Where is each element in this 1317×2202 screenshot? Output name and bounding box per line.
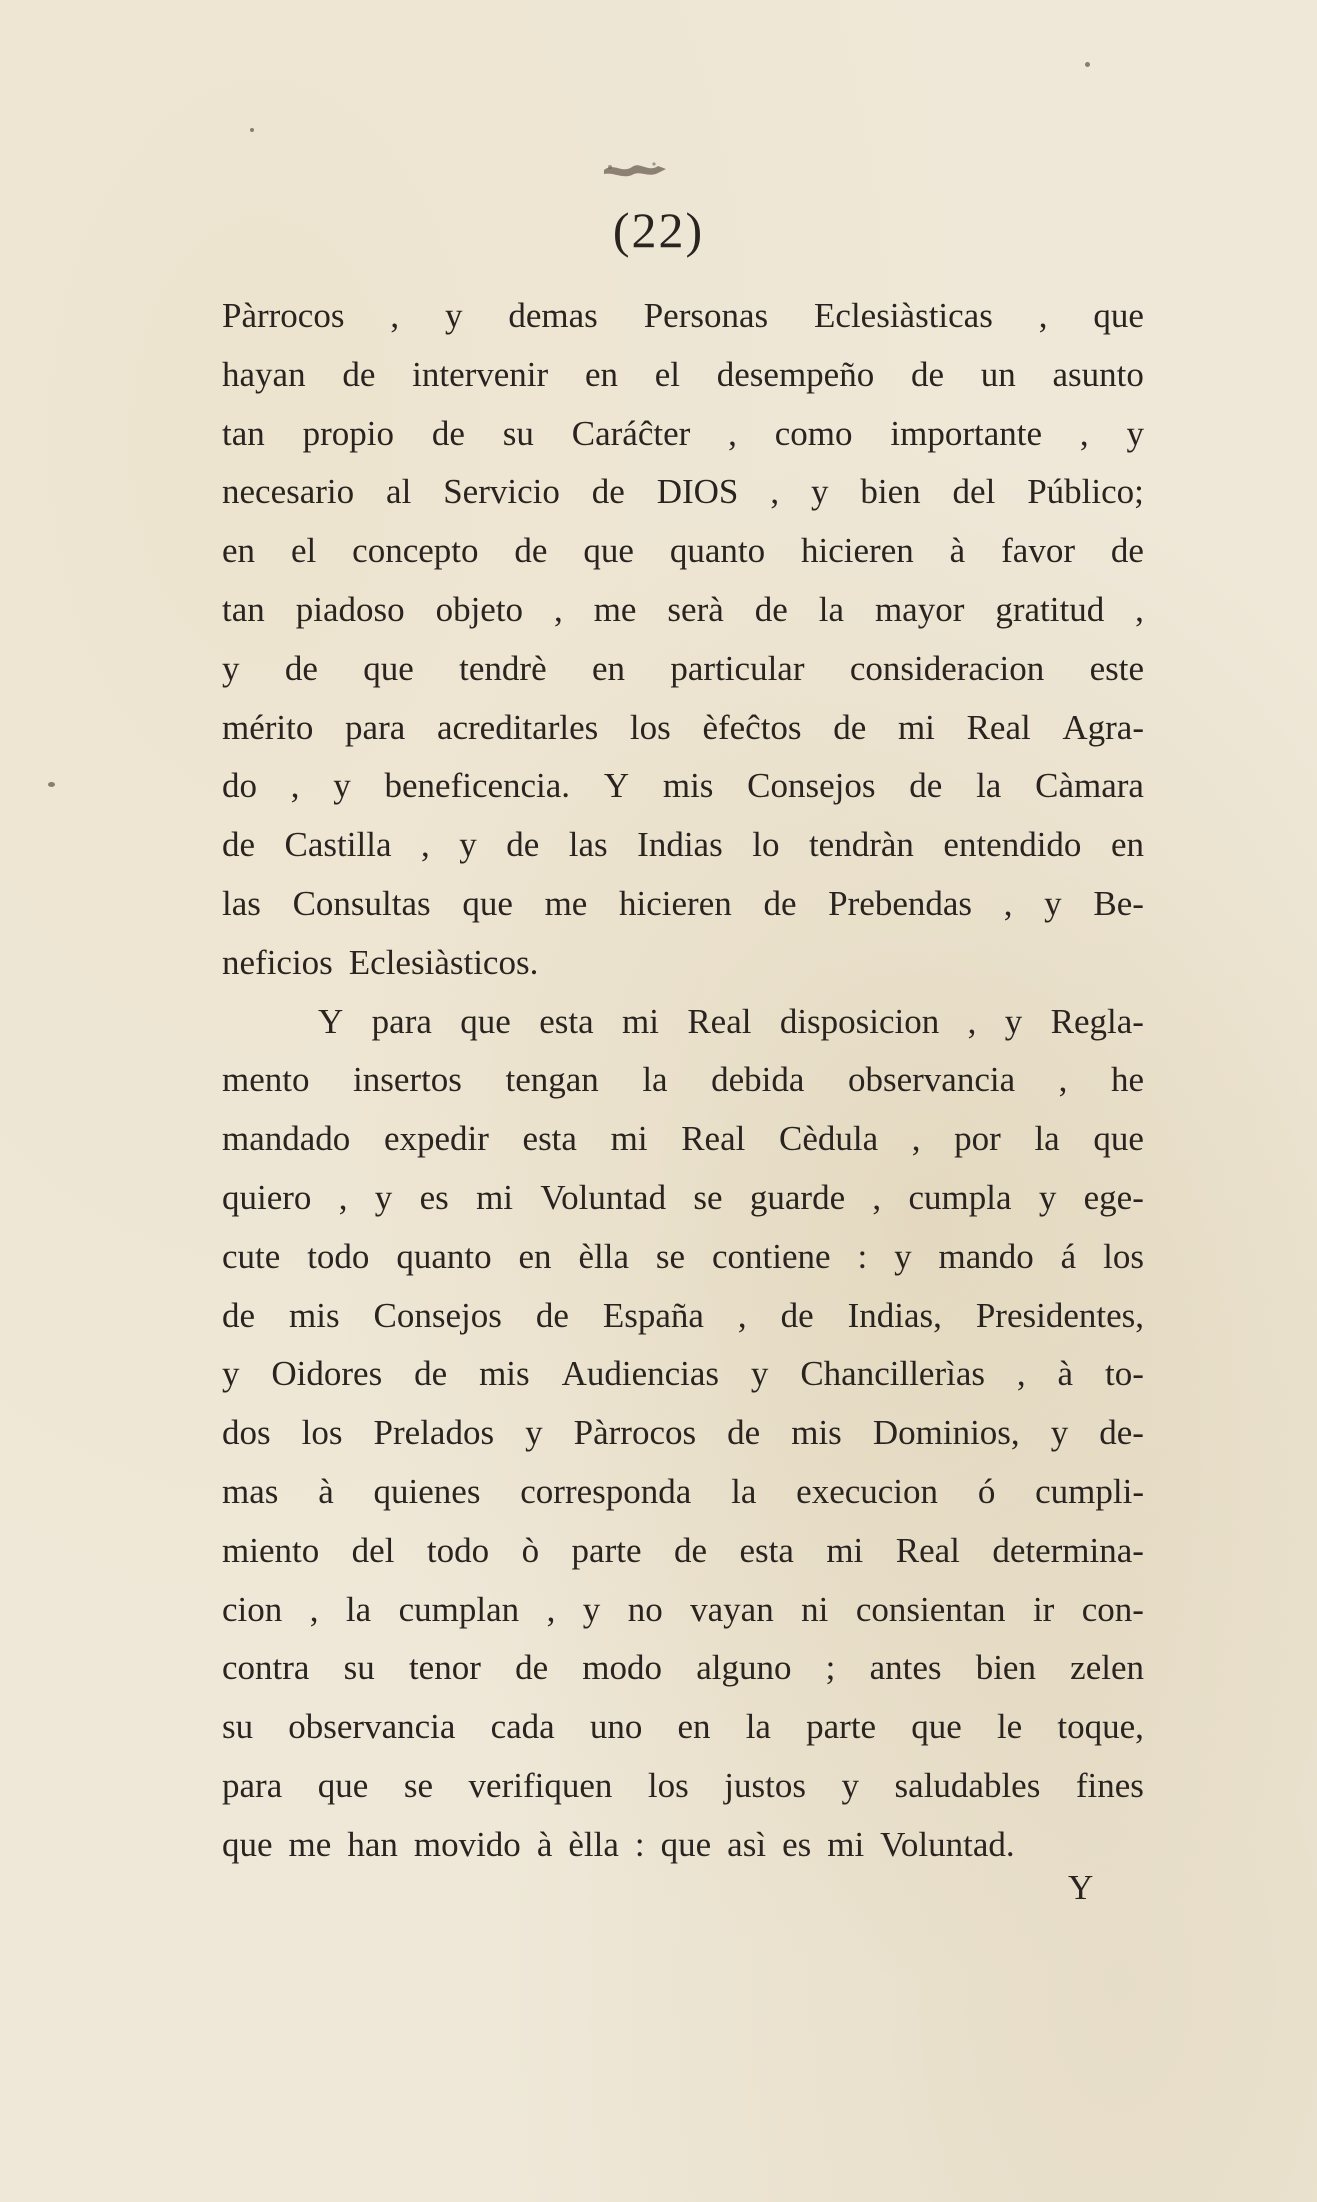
- word: y: [1038, 1177, 1057, 1217]
- word: y: [333, 766, 351, 806]
- word: ;: [825, 1648, 836, 1688]
- word: en: [584, 354, 618, 394]
- text-line: [222, 1110, 1144, 1169]
- word: bien: [860, 472, 921, 512]
- word: consideracion: [849, 648, 1045, 688]
- word: Público;: [1027, 472, 1144, 512]
- word: ,: [309, 1589, 319, 1629]
- word: ,: [1058, 1060, 1068, 1100]
- word: modo: [582, 1648, 663, 1688]
- word: su: [222, 1707, 254, 1747]
- word: la: [345, 1589, 372, 1629]
- word: cumplan: [398, 1589, 520, 1629]
- word: se: [403, 1765, 433, 1805]
- word: concepto: [352, 531, 479, 571]
- word: todo: [426, 1530, 490, 1570]
- text-line: [222, 1698, 1144, 1757]
- text-line: [222, 346, 1144, 405]
- word: consientan: [855, 1589, 1006, 1629]
- word: Agra-: [1062, 707, 1144, 747]
- word: en: [518, 1236, 552, 1276]
- word: favor: [1001, 531, 1075, 571]
- word: Y: [603, 766, 630, 806]
- word: saludables: [894, 1765, 1041, 1805]
- word: cion: [222, 1589, 283, 1629]
- word: y: [894, 1236, 912, 1276]
- text-line: [222, 1287, 1144, 1346]
- word: hicieren: [801, 531, 914, 571]
- word: mi: [897, 707, 935, 747]
- word: fines: [1075, 1765, 1144, 1805]
- word: objeto: [435, 589, 524, 629]
- word: expedir: [383, 1119, 489, 1159]
- word: su: [343, 1648, 375, 1688]
- word: Real: [895, 1530, 960, 1570]
- word: mérito: [222, 707, 314, 747]
- word: Be-: [1093, 883, 1144, 923]
- word: de: [414, 1354, 448, 1394]
- word: miento: [222, 1530, 320, 1570]
- word: ó: [977, 1471, 996, 1511]
- word: me: [593, 589, 637, 629]
- word: ,: [554, 589, 563, 629]
- word: à: [1057, 1354, 1074, 1394]
- word: bien: [975, 1648, 1036, 1688]
- printer-ornament-icon: [600, 158, 670, 180]
- word: de: [754, 589, 788, 629]
- word: que: [583, 531, 634, 571]
- word: los: [629, 707, 671, 747]
- word: de: [909, 766, 943, 806]
- word: Real: [966, 707, 1031, 747]
- word: de: [833, 707, 867, 747]
- word: y: [1004, 1001, 1023, 1041]
- word: que: [460, 1001, 511, 1041]
- word: determina-: [992, 1530, 1144, 1570]
- word: Consejos: [373, 1295, 502, 1335]
- text-line: [222, 1757, 1144, 1816]
- word: ege-: [1083, 1177, 1144, 1217]
- word: Prebendas: [828, 883, 973, 923]
- word: de: [506, 825, 540, 865]
- word: los: [647, 1765, 689, 1805]
- word: cumpla: [908, 1177, 1012, 1217]
- word: la: [976, 766, 1002, 806]
- word: tendràn: [808, 825, 914, 865]
- word: se: [693, 1177, 723, 1217]
- word: necesario: [222, 472, 355, 512]
- word: ,: [1003, 883, 1013, 923]
- word: los: [301, 1413, 343, 1453]
- word: ,: [911, 1119, 921, 1159]
- text-line: [222, 581, 1144, 640]
- word: y: [374, 1177, 393, 1217]
- text-line: [222, 287, 1144, 346]
- word: con-: [1081, 1589, 1144, 1629]
- word: y: [1126, 413, 1144, 453]
- catchword: Y: [1068, 1868, 1094, 1907]
- word: cada: [490, 1707, 555, 1747]
- text-line: [222, 1051, 1144, 1110]
- word: para: [371, 1001, 432, 1041]
- word: no: [627, 1589, 663, 1629]
- word: vayan: [690, 1589, 774, 1629]
- word: que: [1093, 296, 1144, 335]
- word: de: [514, 531, 548, 571]
- word: ,: [728, 413, 737, 453]
- paper-speck: [250, 128, 254, 132]
- text-line: [222, 463, 1144, 522]
- word: disposicion: [779, 1001, 940, 1041]
- word: importante: [890, 413, 1043, 453]
- word: debida: [711, 1060, 805, 1100]
- word: do: [222, 766, 257, 806]
- word: quienes: [373, 1471, 481, 1511]
- word: que: [660, 1824, 712, 1864]
- word: de: [763, 883, 797, 923]
- word: piadoso: [295, 589, 405, 629]
- word: parte: [571, 1530, 642, 1570]
- word: à: [318, 1471, 334, 1511]
- word: esta: [739, 1530, 794, 1570]
- word: to-: [1105, 1354, 1144, 1394]
- word: guarde: [749, 1177, 846, 1217]
- word: el: [654, 354, 680, 394]
- word: Regla-: [1050, 1001, 1144, 1041]
- word: ,: [1038, 296, 1048, 335]
- word: gratitud: [995, 589, 1105, 629]
- word: Y: [318, 1001, 344, 1041]
- word: he: [1110, 1060, 1144, 1100]
- word: Càmara: [1035, 766, 1144, 806]
- word: han: [347, 1824, 398, 1864]
- word: de: [727, 1413, 761, 1453]
- word: Eclesiàsticas: [814, 296, 993, 335]
- text-line: [222, 1639, 1144, 1698]
- word: demas: [508, 296, 598, 335]
- word: ir: [1032, 1589, 1055, 1629]
- text-line: [222, 1228, 1144, 1287]
- word: su: [502, 413, 534, 453]
- word: ,: [390, 296, 400, 335]
- word: y: [222, 648, 240, 688]
- page-number: (22): [612, 202, 705, 258]
- word: ,: [420, 825, 430, 865]
- word: se: [655, 1236, 686, 1276]
- word: desempeño: [716, 354, 875, 394]
- word: justos: [724, 1765, 806, 1805]
- word: y: [459, 825, 477, 865]
- word: hayan: [222, 354, 306, 394]
- word: y: [445, 296, 463, 335]
- word: que: [222, 1824, 273, 1864]
- word: ,: [1079, 413, 1089, 453]
- word: de: [535, 1295, 569, 1335]
- word: tendrè: [459, 648, 547, 688]
- word: alguno: [696, 1648, 792, 1688]
- word: ni: [801, 1589, 829, 1629]
- word: para: [222, 1765, 283, 1805]
- word: de: [910, 354, 944, 394]
- word: antes: [869, 1648, 942, 1688]
- word: me: [544, 883, 588, 923]
- word: Pàrrocos: [573, 1413, 697, 1453]
- word: Chancillerìas: [800, 1354, 985, 1394]
- word: y: [222, 1354, 240, 1394]
- word: Indias: [637, 825, 723, 865]
- word: las: [568, 825, 608, 865]
- word: la: [818, 589, 844, 629]
- word: Prelados: [373, 1413, 495, 1453]
- word: le: [996, 1707, 1023, 1747]
- text-line: [222, 875, 1144, 934]
- word: uno: [589, 1707, 643, 1747]
- word: y: [1050, 1413, 1069, 1453]
- word: Consejos: [747, 766, 876, 806]
- word: de-: [1099, 1413, 1144, 1453]
- word: dos: [222, 1413, 271, 1453]
- word: propio: [302, 413, 395, 453]
- word: ,: [770, 472, 780, 512]
- word: cute: [222, 1236, 281, 1276]
- word: y: [841, 1765, 860, 1805]
- text-line: [222, 640, 1144, 699]
- word: à: [536, 1824, 553, 1864]
- word: en: [1110, 825, 1144, 865]
- word: á: [1060, 1236, 1077, 1276]
- word: :: [634, 1824, 645, 1864]
- word: ,: [737, 1295, 747, 1335]
- word: ,: [546, 1589, 556, 1629]
- word: mi: [610, 1119, 648, 1159]
- word: :: [857, 1236, 868, 1276]
- word: ,: [338, 1177, 348, 1217]
- word: beneficencia.: [384, 766, 571, 806]
- word: quiero: [222, 1177, 312, 1217]
- word: mi: [827, 1824, 865, 1864]
- paper-speck: [48, 782, 55, 787]
- word: es: [419, 1177, 449, 1217]
- word: lo: [752, 825, 780, 865]
- word: es: [782, 1824, 812, 1864]
- word: particular: [670, 648, 805, 688]
- word: mi: [476, 1177, 514, 1217]
- word: para: [345, 707, 406, 747]
- text-line: [222, 1522, 1144, 1581]
- word: ,: [967, 1001, 977, 1041]
- word: y: [750, 1354, 769, 1394]
- word: en: [222, 531, 256, 571]
- word: mayor: [874, 589, 965, 629]
- word: tan: [222, 413, 265, 453]
- word: DIOS: [656, 472, 739, 512]
- word: ,: [872, 1177, 882, 1217]
- word: de: [515, 1648, 549, 1688]
- word: asì: [727, 1824, 767, 1864]
- word: mandado: [222, 1119, 351, 1159]
- text-line: [222, 699, 1144, 758]
- word: serà: [667, 589, 724, 629]
- word: Voluntad.: [880, 1824, 1015, 1864]
- word: la: [745, 1707, 771, 1747]
- word: contiene: [711, 1236, 831, 1276]
- word: de: [1110, 531, 1144, 571]
- word: mis: [791, 1413, 842, 1453]
- word: tenor: [408, 1648, 481, 1688]
- word: por: [954, 1119, 1001, 1159]
- word: de: [342, 354, 376, 394]
- word: esta: [522, 1119, 577, 1159]
- word: al: [386, 472, 412, 512]
- text-line: [222, 1169, 1144, 1228]
- word: Audiencias: [561, 1354, 720, 1394]
- text-line: [222, 1816, 1144, 1875]
- word: verifiquen: [468, 1765, 613, 1805]
- word: Voluntad: [540, 1177, 667, 1217]
- word: mis: [662, 766, 714, 806]
- text-line: [222, 1581, 1144, 1640]
- word: mi: [826, 1530, 864, 1570]
- word: quanto: [396, 1236, 492, 1276]
- word: insertos: [353, 1060, 462, 1100]
- word: observancia: [288, 1707, 456, 1747]
- word: intervenir: [412, 354, 549, 394]
- word: Castilla: [284, 825, 392, 865]
- word: del: [952, 472, 996, 512]
- word: Pàrrocos: [222, 296, 345, 335]
- word: y: [810, 472, 829, 512]
- word: de: [673, 1530, 707, 1570]
- word: contra: [222, 1648, 310, 1688]
- word: èlla: [578, 1236, 629, 1276]
- text-line: [222, 1345, 1144, 1404]
- word: à: [949, 531, 966, 571]
- word: la: [642, 1060, 668, 1100]
- word: de: [284, 648, 318, 688]
- text-line: [222, 757, 1144, 816]
- word: del: [351, 1530, 395, 1570]
- word: cumpli-: [1035, 1471, 1144, 1511]
- text-line: [222, 993, 1144, 1052]
- word: y: [582, 1589, 601, 1629]
- word: ,: [290, 766, 300, 806]
- text-line: [222, 1463, 1144, 1522]
- text-line: [222, 816, 1144, 875]
- word: corresponda: [520, 1471, 692, 1511]
- word: todo: [307, 1236, 370, 1276]
- word: ò: [521, 1530, 540, 1570]
- word: esta: [539, 1001, 594, 1041]
- body-text: [222, 287, 1144, 1875]
- word: zelen: [1070, 1648, 1144, 1688]
- word: Eclesiàsticos.: [348, 942, 539, 982]
- word: entendido: [943, 825, 1082, 865]
- word: èfeĉtos: [702, 707, 802, 747]
- word: mis: [479, 1354, 530, 1394]
- word: que: [462, 883, 513, 923]
- word: Servicio: [443, 472, 560, 512]
- word: Real: [687, 1001, 752, 1041]
- word: me: [288, 1824, 332, 1864]
- word: èlla: [568, 1824, 619, 1864]
- word: que: [363, 648, 414, 688]
- word: movido: [413, 1824, 521, 1864]
- word: mento: [222, 1060, 310, 1100]
- word: parte: [806, 1707, 877, 1747]
- word: Consultas: [292, 883, 431, 923]
- word: este: [1089, 648, 1144, 688]
- word: los: [1103, 1236, 1144, 1276]
- word: mi: [621, 1001, 659, 1041]
- word: asunto: [1052, 354, 1144, 394]
- word: de: [431, 413, 465, 453]
- word: la: [1034, 1119, 1060, 1159]
- word: que: [1093, 1119, 1144, 1159]
- word: ,: [1135, 589, 1144, 629]
- word: en: [591, 648, 626, 688]
- word: Caráĉter: [571, 413, 691, 453]
- word: mis: [289, 1295, 340, 1335]
- word: un: [980, 354, 1016, 394]
- word: Presidentes,: [975, 1295, 1144, 1335]
- text-line: [222, 522, 1144, 581]
- word: y: [1044, 883, 1062, 923]
- word: ,: [1016, 1354, 1026, 1394]
- word: de: [780, 1295, 814, 1335]
- word: tan: [222, 589, 265, 629]
- word: como: [774, 413, 853, 453]
- word: de: [222, 825, 256, 865]
- word: observancia: [847, 1060, 1016, 1100]
- word: Personas: [643, 296, 769, 335]
- word: las: [222, 883, 261, 923]
- word: tengan: [505, 1060, 599, 1100]
- word: Oidores: [271, 1354, 383, 1394]
- word: en: [677, 1707, 711, 1747]
- text-line: [222, 1404, 1144, 1463]
- word: el: [290, 531, 317, 571]
- paper-speck: [1085, 62, 1090, 67]
- word: acreditarles: [436, 707, 599, 747]
- word: que: [911, 1707, 962, 1747]
- word: Real: [681, 1119, 746, 1159]
- word: toque,: [1057, 1707, 1144, 1747]
- word: que: [317, 1765, 369, 1805]
- word: execucion: [796, 1471, 939, 1511]
- word: hicieren: [619, 883, 732, 923]
- word: de: [222, 1295, 256, 1335]
- word: España: [602, 1295, 704, 1335]
- word: Cèdula: [778, 1119, 879, 1159]
- word: mas: [222, 1471, 279, 1511]
- text-line: [222, 405, 1144, 464]
- word: neficios: [222, 942, 333, 982]
- text-line: [222, 934, 1144, 993]
- word: Indias,: [847, 1295, 942, 1335]
- word: Dominios,: [872, 1413, 1020, 1453]
- word: quanto: [669, 531, 766, 571]
- word: y: [525, 1413, 543, 1453]
- word: mando: [938, 1236, 1034, 1276]
- word: de: [591, 472, 625, 512]
- word: la: [731, 1471, 757, 1511]
